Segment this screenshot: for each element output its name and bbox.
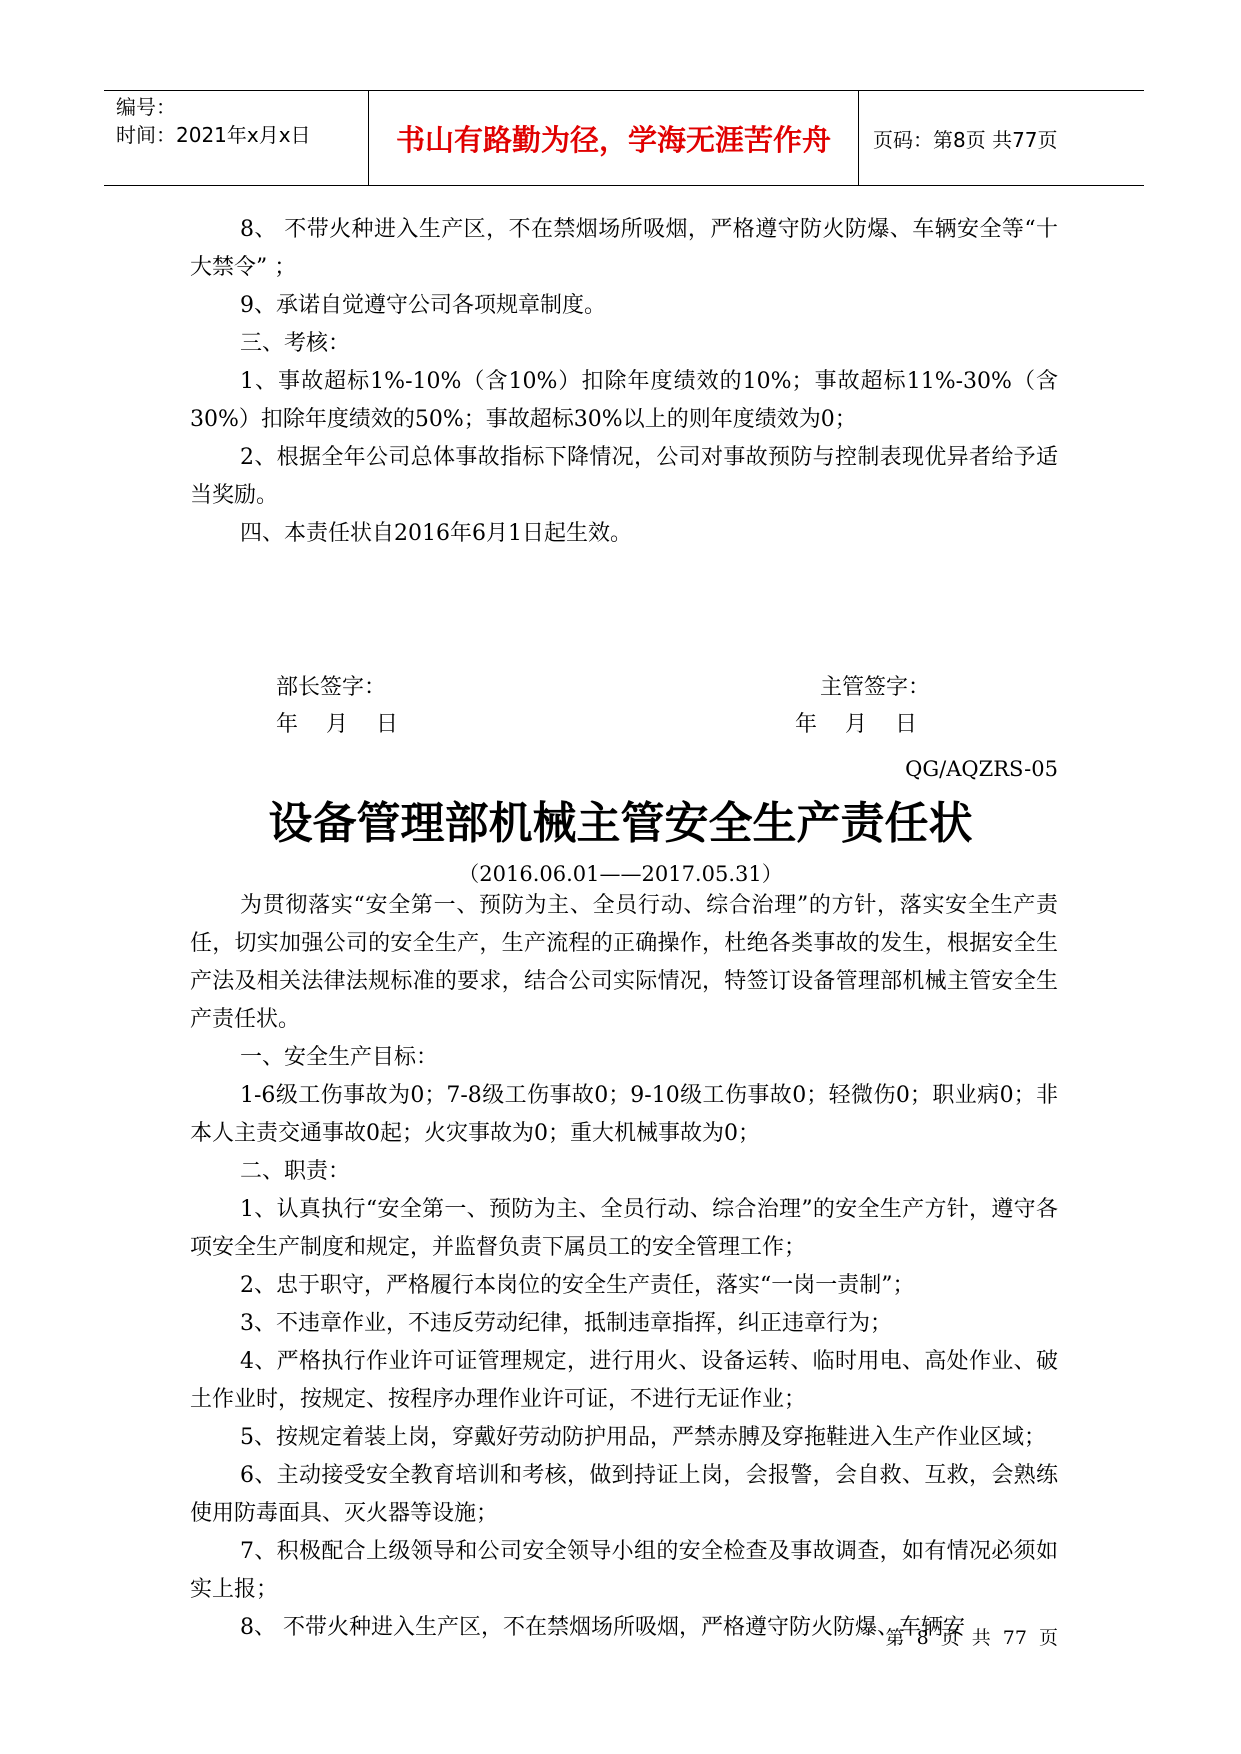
supervisor-signature-date: 年 月 日 <box>795 712 917 737</box>
paragraph: 5、按规定着装上岗，穿戴好劳动防护用品，严禁赤膊及穿拖鞋进入生产作业区域； <box>240 1425 1046 1450</box>
minister-signature-date: 年 月 日 <box>276 712 398 737</box>
header-left-cell <box>104 91 369 185</box>
header-page-label: 页码：第8页 共77页 <box>873 127 1058 152</box>
paragraph: 8、 不带火种进入生产区，不在禁烟场所吸烟，严格遵守防火防爆、车辆安 <box>240 1615 965 1640</box>
time-label: 时间：2021年x月x日 <box>116 123 311 147</box>
paragraph: 2、忠于职守，严格履行本岗位的安全生产责任，落实“一岗一责制”； <box>240 1273 915 1298</box>
body-section <box>190 887 1058 1647</box>
document-title: 设备管理部机械主管安全生产责任状 <box>268 798 973 849</box>
paragraph: 3、不违章作业，不违反劳动纪律，抵制违章指挥，纠正违章行为； <box>240 1311 892 1336</box>
document-period: （2016.06.01——2017.05.31） <box>458 862 783 886</box>
header-motto: 书山有路勤为径，学海无涯苦作舟 <box>369 91 859 185</box>
document-code: QG/AQZRS-05 <box>905 757 1058 781</box>
paragraph: 1、事故超标1%-10%（含10%）扣除年度绩效的10%；事故超标11%-30%（含30%）扣除年度绩效的50%；事故超标30%以上的则年度绩效为0； <box>190 369 1058 432</box>
paragraph: 8、 不带火种进入生产区，不在禁烟场所吸烟，严格遵守防火防爆、车辆安全等“十大禁令” ； <box>190 217 1058 280</box>
header-table <box>104 90 1144 186</box>
paragraph: 2、根据全年公司总体事故指标下降情况，公司对事故预防与控制表现优异者给予适当奖励。 <box>190 445 1058 508</box>
paragraph: 7、积极配合上级领导和公司安全领导小组的安全检查及事故调查，如有情况必须如实上报； <box>190 1539 1058 1602</box>
number-label: 编号： <box>116 95 176 119</box>
paragraph: 4、严格执行作业许可证管理规定，进行用火、设备运转、临时用电、高处作业、破土作业时，按规定、按程序办理作业许可证，不进行无证作业； <box>190 1349 1058 1412</box>
supervisor-signature-label: 主管签字： <box>820 675 931 700</box>
paragraph: 为贯彻落实“安全第一、预防为主、全员行动、综合治理”的方针，落实安全生产责任，切实加强公司的安全生产，生产流程的正确操作，杜绝各类事故的发生，根据安全生产法及相关法律法规标准的要求，结合公司实际情况，特签订设备管理部机械主管安全生产责任状。 <box>190 893 1058 1032</box>
top-section <box>190 211 1058 553</box>
paragraph: 四、本责任状自2016年6月1日起生效。 <box>240 521 632 546</box>
minister-signature-label: 部长签字： <box>276 675 387 700</box>
paragraph: 6、主动接受安全教育培训和考核，做到持证上岗，会报警，会自救、互救，会熟练使用防毒面具、灭火器等设施； <box>190 1463 1058 1526</box>
paragraph: 1、认真执行“安全第一、预防为主、全员行动、综合治理”的安全生产方针，遵守各项安全生产制度和规定，并监督负责下属员工的安全管理工作； <box>190 1197 1058 1260</box>
paragraph: 9、承诺自觉遵守公司各项规章制度。 <box>240 293 606 318</box>
page-footer: 第 8 页 共 77 页 <box>885 1627 1058 1649</box>
paragraph: 一、安全生产目标： <box>240 1045 439 1070</box>
paragraph: 1-6级工伤事故为0；7-8级工伤事故0；9-10级工伤事故0；轻微伤0；职业病0；非本人主责交通事故0起；火灾事故为0；重大机械事故为0； <box>190 1083 1058 1146</box>
paragraph: 三、考核： <box>240 331 351 356</box>
paragraph: 二、职责： <box>240 1159 351 1184</box>
